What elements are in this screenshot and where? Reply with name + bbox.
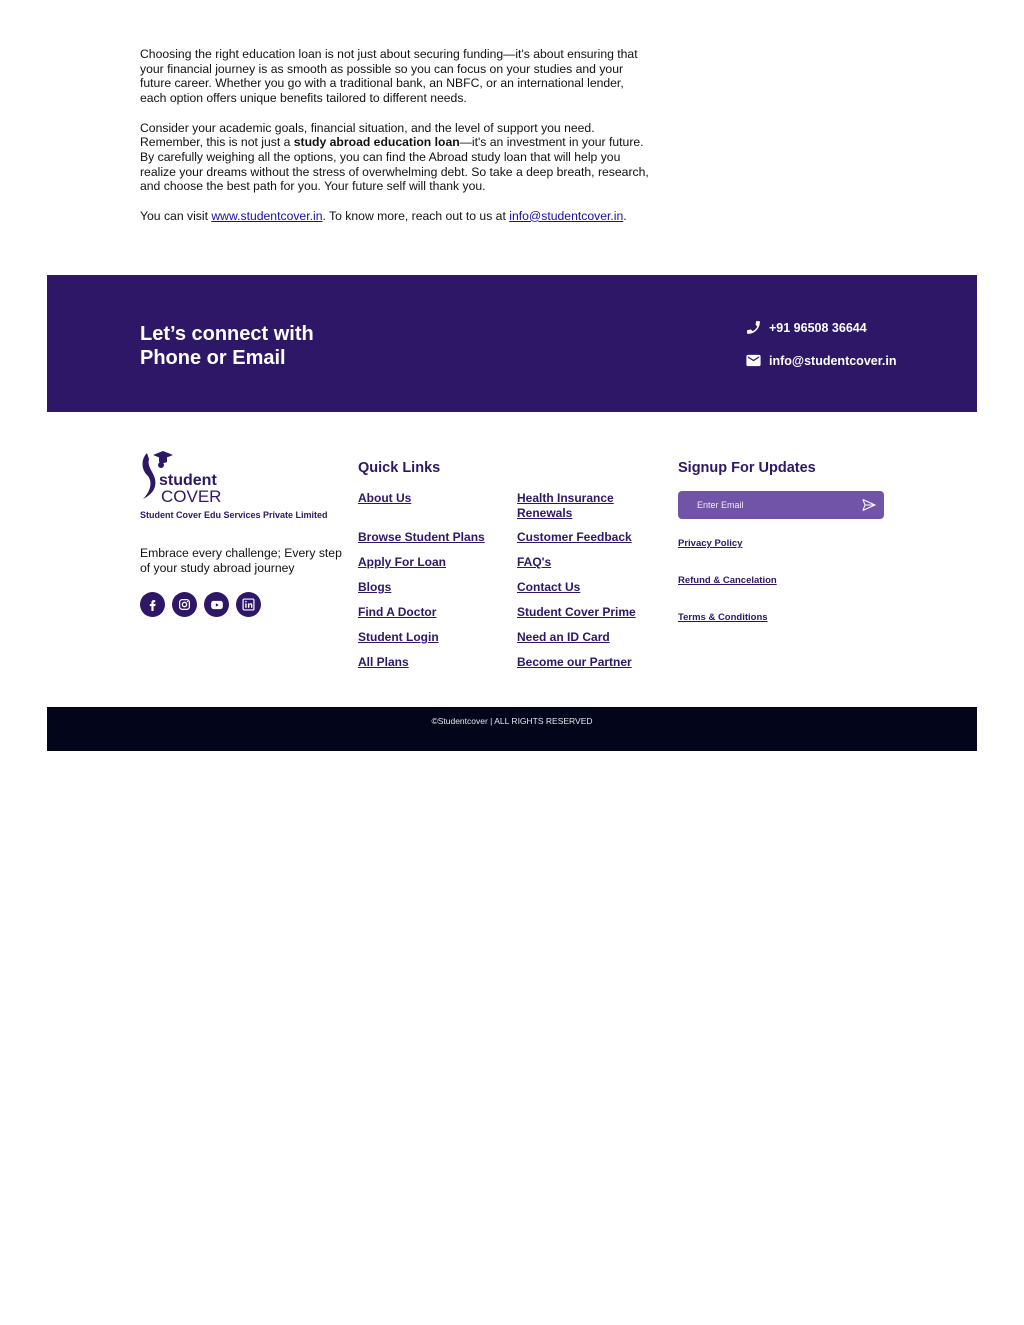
company-name: Student Cover Edu Services Private Limited (140, 510, 328, 520)
connect-banner (47, 275, 977, 412)
link-faqs[interactable]: FAQ's (517, 555, 552, 569)
text-span: . (623, 208, 627, 223)
connect-title: Let’s connect with Phone or Email (140, 323, 314, 369)
email-contact[interactable] (745, 352, 896, 369)
phone-icon (745, 319, 762, 336)
signup-title: Signup For Updates (678, 460, 816, 476)
link-find-a-doctor[interactable]: Find A Doctor (358, 605, 437, 619)
text-span: You can visit (140, 208, 212, 223)
text-span: Consider your academic goals, financial situation, and the level of support you need. Remember, this is not just a (140, 120, 595, 150)
link-health-insurance-renewals[interactable]: Health Insurance Renewals (517, 491, 614, 520)
email-link[interactable]: info@studentcover.in (509, 208, 624, 223)
link-blogs[interactable]: Blogs (358, 580, 392, 594)
link-refund-cancelation[interactable]: Refund & Cancelation (678, 575, 777, 586)
quick-links-title: Quick Links (358, 460, 441, 476)
article-paragraph (140, 121, 652, 195)
instagram-icon[interactable] (172, 592, 197, 617)
link-become-our-partner[interactable]: Become our Partner (517, 655, 632, 669)
send-icon[interactable] (861, 497, 877, 513)
email-address: info@studentcover.in (769, 353, 897, 368)
article-body (140, 47, 652, 238)
linkedin-icon[interactable] (236, 592, 261, 617)
social-links (140, 592, 261, 617)
phone-number: +91 96508 36644 (769, 320, 867, 335)
link-student-login[interactable]: Student Login (358, 630, 439, 644)
site-footer (47, 412, 977, 707)
logo-text-bottom: COVER (161, 487, 222, 504)
link-need-an-id-card[interactable]: Need an ID Card (517, 630, 610, 644)
article-paragraph (140, 209, 652, 224)
text-span: —it's an investment in your future. By carefully weighing all the options, you can find the Abroad study loan that will help you realize your dreams without the stress of overwhelming debt. So take a deep breath, research, and choose the best path for you. Your future self will thank you. (140, 135, 649, 194)
copyright-text: ©Studentcover | ALL RIGHTS RESERVED (431, 716, 593, 726)
phone-contact[interactable] (745, 319, 867, 336)
tagline: Embrace every challenge; Every step of your study abroad journey (140, 546, 342, 575)
text-span: . To know more, reach out to us at (322, 208, 510, 223)
link-privacy-policy[interactable]: Privacy Policy (678, 538, 743, 549)
link-terms-conditions[interactable]: Terms & Conditions (678, 612, 768, 623)
link-apply-for-loan[interactable]: Apply For Loan (358, 555, 446, 569)
website-link[interactable]: www.studentcover.in (211, 208, 323, 223)
student-cover-logo[interactable] (139, 449, 229, 504)
link-customer-feedback[interactable]: Customer Feedback (517, 530, 632, 544)
mail-icon (745, 352, 762, 369)
logo-text-top: student (159, 472, 217, 489)
copyright-bar (47, 707, 977, 751)
facebook-icon[interactable] (140, 592, 165, 617)
youtube-icon[interactable] (204, 592, 229, 617)
link-contact-us[interactable]: Contact Us (517, 580, 581, 594)
email-signup-form (678, 491, 884, 519)
link-student-cover-prime[interactable]: Student Cover Prime (517, 605, 636, 619)
article-paragraph: Choosing the right education loan is not just about securing funding—it's about ensuring that your financial journey is as smooth as possible so you can focus on your studies and your future career. Whether you go with a traditional bank, an NBFC, or an international lender, each option offers unique benefits tailored to different needs. (140, 47, 638, 106)
bold-keyword: study abroad education loan (293, 135, 460, 150)
link-browse-student-plans[interactable]: Browse Student Plans (358, 530, 485, 544)
link-about-us[interactable]: About Us (358, 491, 412, 505)
email-input[interactable] (678, 491, 853, 519)
link-all-plans[interactable]: All Plans (358, 655, 409, 669)
